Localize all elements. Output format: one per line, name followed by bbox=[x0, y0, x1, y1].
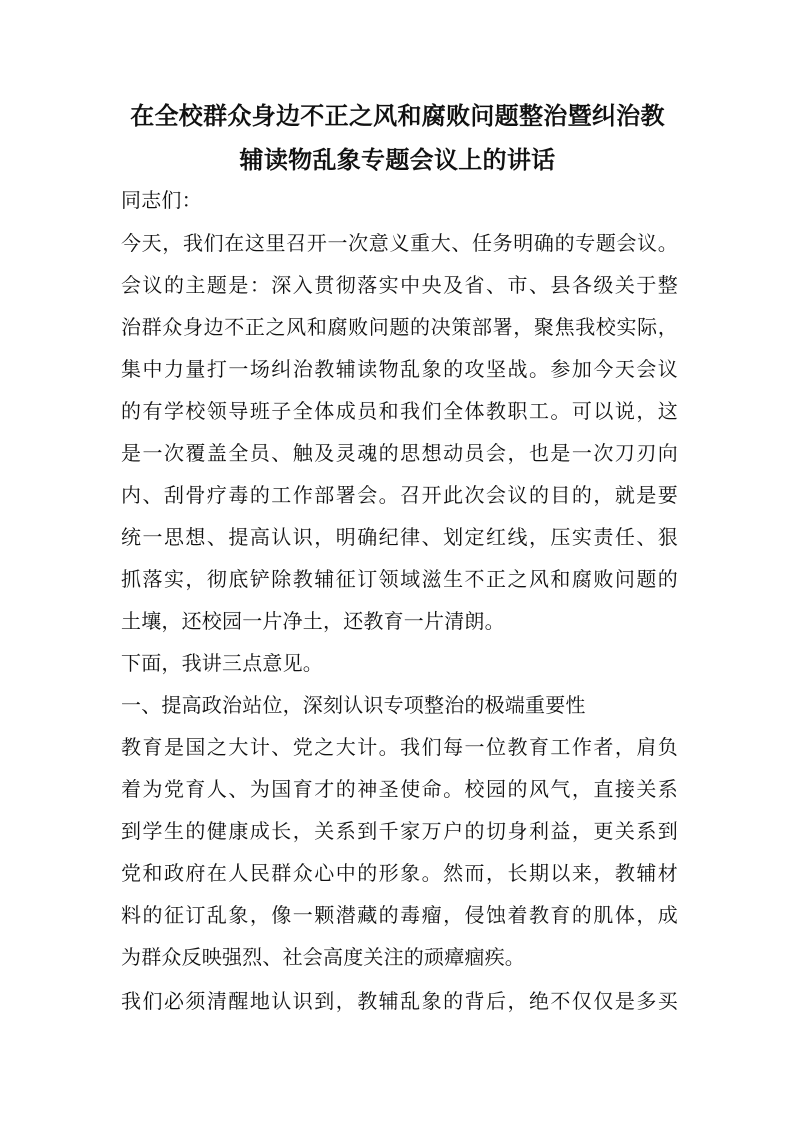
paragraph-line: 集中力量打一场纠治教辅读物乱象的攻坚战。参加今天会议 bbox=[121, 357, 678, 381]
paragraph-line: 统一思想、提高认识，明确纪律、划定红线，压实责任、狠 bbox=[121, 525, 678, 549]
paragraph-line: 土壤，还校园一片净土，还教育一片清朗。 bbox=[121, 609, 505, 633]
paragraph-line: 内、刮骨疗毒的工作部署会。召开此次会议的目的，就是要 bbox=[121, 483, 678, 507]
paragraph-line: 治群众身边不正之风和腐败问题的决策部署，聚焦我校实际， bbox=[121, 315, 678, 339]
paragraph-line: 今天，我们在这里召开一次意义重大、任务明确的专题会议。 bbox=[121, 231, 678, 255]
paragraph-line: 到学生的健康成长，关系到千家万户的切身利益，更关系到 bbox=[121, 819, 678, 843]
paragraph-line: 下面，我讲三点意见。 bbox=[121, 651, 323, 675]
section-heading: 一、提高政治站位，深刻认识专项整治的极端重要性 bbox=[121, 693, 586, 717]
paragraph-line: 是一次覆盖全员、触及灵魂的思想动员会，也是一次刀刃向 bbox=[121, 441, 678, 465]
paragraph-line: 我们必须清醒地认识到，教辅乱象的背后，绝不仅仅是多买 bbox=[121, 989, 678, 1013]
paragraph-line: 的有学校领导班子全体成员和我们全体教职工。可以说，这 bbox=[121, 399, 678, 423]
document-title-line-1: 在全校群众身边不正之风和腐败问题整治暨纠治教 bbox=[130, 101, 665, 130]
paragraph-line: 抓落实，彻底铲除教辅征订领域滋生不正之风和腐败问题的 bbox=[121, 567, 678, 591]
paragraph-line: 为群众反映强烈、社会高度关注的顽瘴痼疾。 bbox=[121, 945, 525, 969]
paragraph-line: 着为党育人、为国育才的神圣使命。校园的风气，直接关系 bbox=[121, 777, 678, 801]
paragraph-line: 会议的主题是：深入贯彻落实中央及省、市、县各级关于整 bbox=[121, 273, 678, 297]
paragraph-line: 教育是国之大计、党之大计。我们每一位教育工作者，肩负 bbox=[121, 735, 678, 759]
paragraph-line: 料的征订乱象，像一颗潜藏的毒瘤，侵蚀着教育的肌体，成 bbox=[121, 903, 678, 927]
salutation: 同志们： bbox=[121, 188, 202, 212]
document-title-line-2: 辅读物乱象专题会议上的讲话 bbox=[239, 145, 556, 174]
paragraph-line: 党和政府在人民群众心中的形象。然而，长期以来，教辅材 bbox=[121, 861, 678, 885]
